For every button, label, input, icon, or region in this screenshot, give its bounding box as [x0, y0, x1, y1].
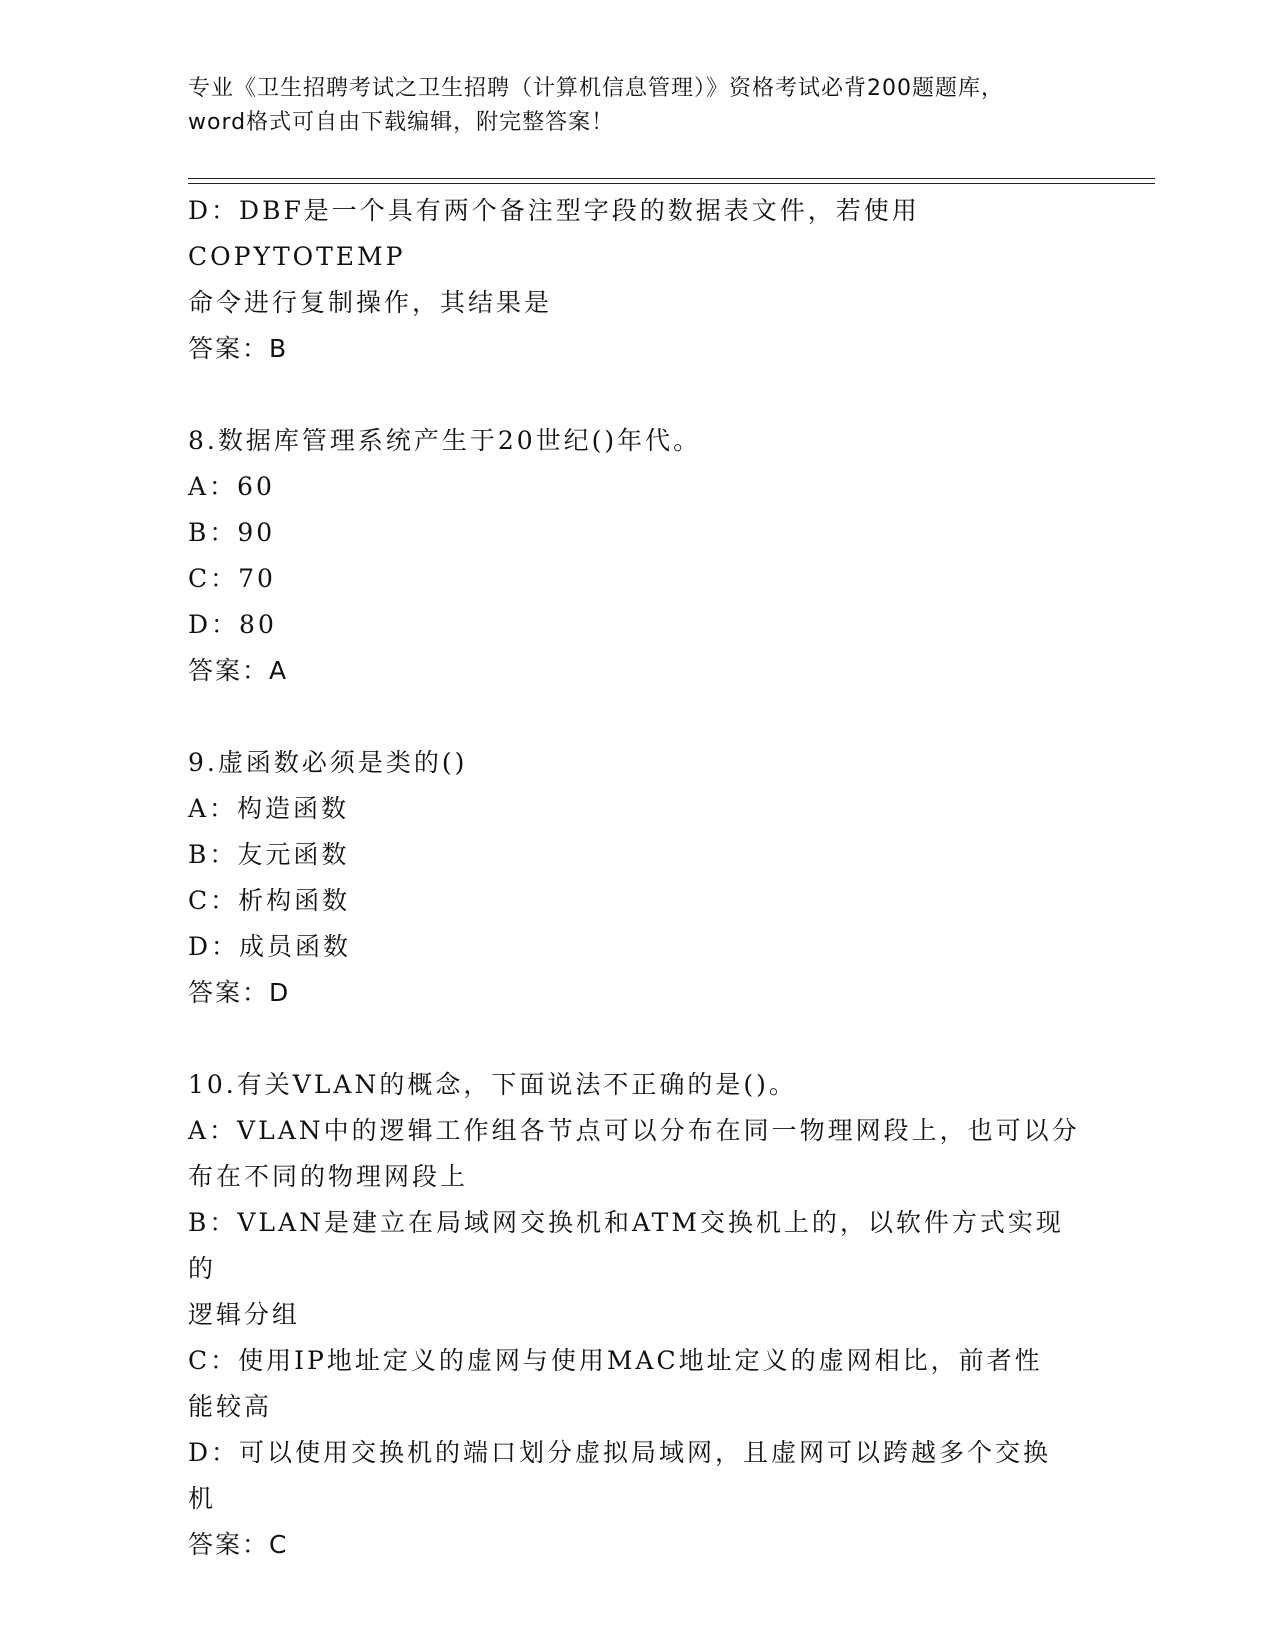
answer: 答案：A — [188, 656, 289, 685]
option-a: A：60 — [188, 472, 275, 501]
option-d: D：80 — [188, 610, 277, 639]
option-a: A：构造函数 — [188, 794, 350, 823]
option-b-line-2: 逻辑分组 — [188, 1300, 301, 1329]
document-header — [188, 72, 1088, 140]
answer: 答案：D — [188, 978, 291, 1007]
option-c: C：析构函数 — [188, 886, 351, 915]
option-d-line-1: D：可以使用交换机的端口划分虚拟局域网，且虚网可以跨越多个交换 — [188, 1438, 1052, 1467]
option-c: C：70 — [188, 564, 276, 593]
question-8 — [188, 418, 1088, 694]
question-content — [188, 188, 1088, 1568]
question-9 — [188, 740, 1088, 1016]
header-line-2: word格式可自由下载编辑，附完整答案！ — [188, 110, 615, 135]
question-stem: 9.虚函数必须是类的() — [188, 748, 468, 777]
option-a-line-1: A：VLAN中的逻辑工作组各节点可以分布在同一物理网段上，也可以分 — [188, 1116, 1080, 1145]
header-divider-bottom — [188, 183, 1155, 184]
question-stem: 8.数据库管理系统产生于20世纪()年代。 — [188, 426, 702, 455]
header-divider-top — [188, 178, 1155, 179]
option-d-line-2: 命令进行复制操作，其结果是 — [188, 288, 553, 317]
option-a-line-2: 布在不同的物理网段上 — [188, 1162, 469, 1191]
option-c-line-2: 能较高 — [188, 1392, 273, 1421]
question-7-tail — [188, 188, 1088, 372]
option-d: D：成员函数 — [188, 932, 352, 961]
option-b: B：友元函数 — [188, 840, 350, 869]
option-d-line-2: 机 — [188, 1484, 217, 1513]
header-line-1: 专业《卫生招聘考试之卫生招聘（计算机信息管理）》资格考试必背200题题库， — [188, 76, 1004, 101]
option-b: B：90 — [188, 518, 276, 547]
option-b-line-1: B：VLAN是建立在局域网交换机和ATM交换机上的，以软件方式实现的 — [188, 1208, 1064, 1283]
spacer — [188, 372, 1088, 418]
option-d-line-1: D：DBF是一个具有两个备注型字段的数据表文件，若使用COPYTOTEMP — [188, 196, 920, 271]
answer: 答案：C — [188, 1530, 289, 1559]
question-10 — [188, 1062, 1088, 1568]
answer: 答案：B — [188, 334, 289, 363]
spacer — [188, 694, 1088, 740]
option-c-line-1: C：使用IP地址定义的虚网与使用MAC地址定义的虚网相比，前者性 — [188, 1346, 1043, 1375]
spacer — [188, 1016, 1088, 1062]
question-stem: 10.有关VLAN的概念，下面说法不正确的是()。 — [188, 1070, 797, 1099]
